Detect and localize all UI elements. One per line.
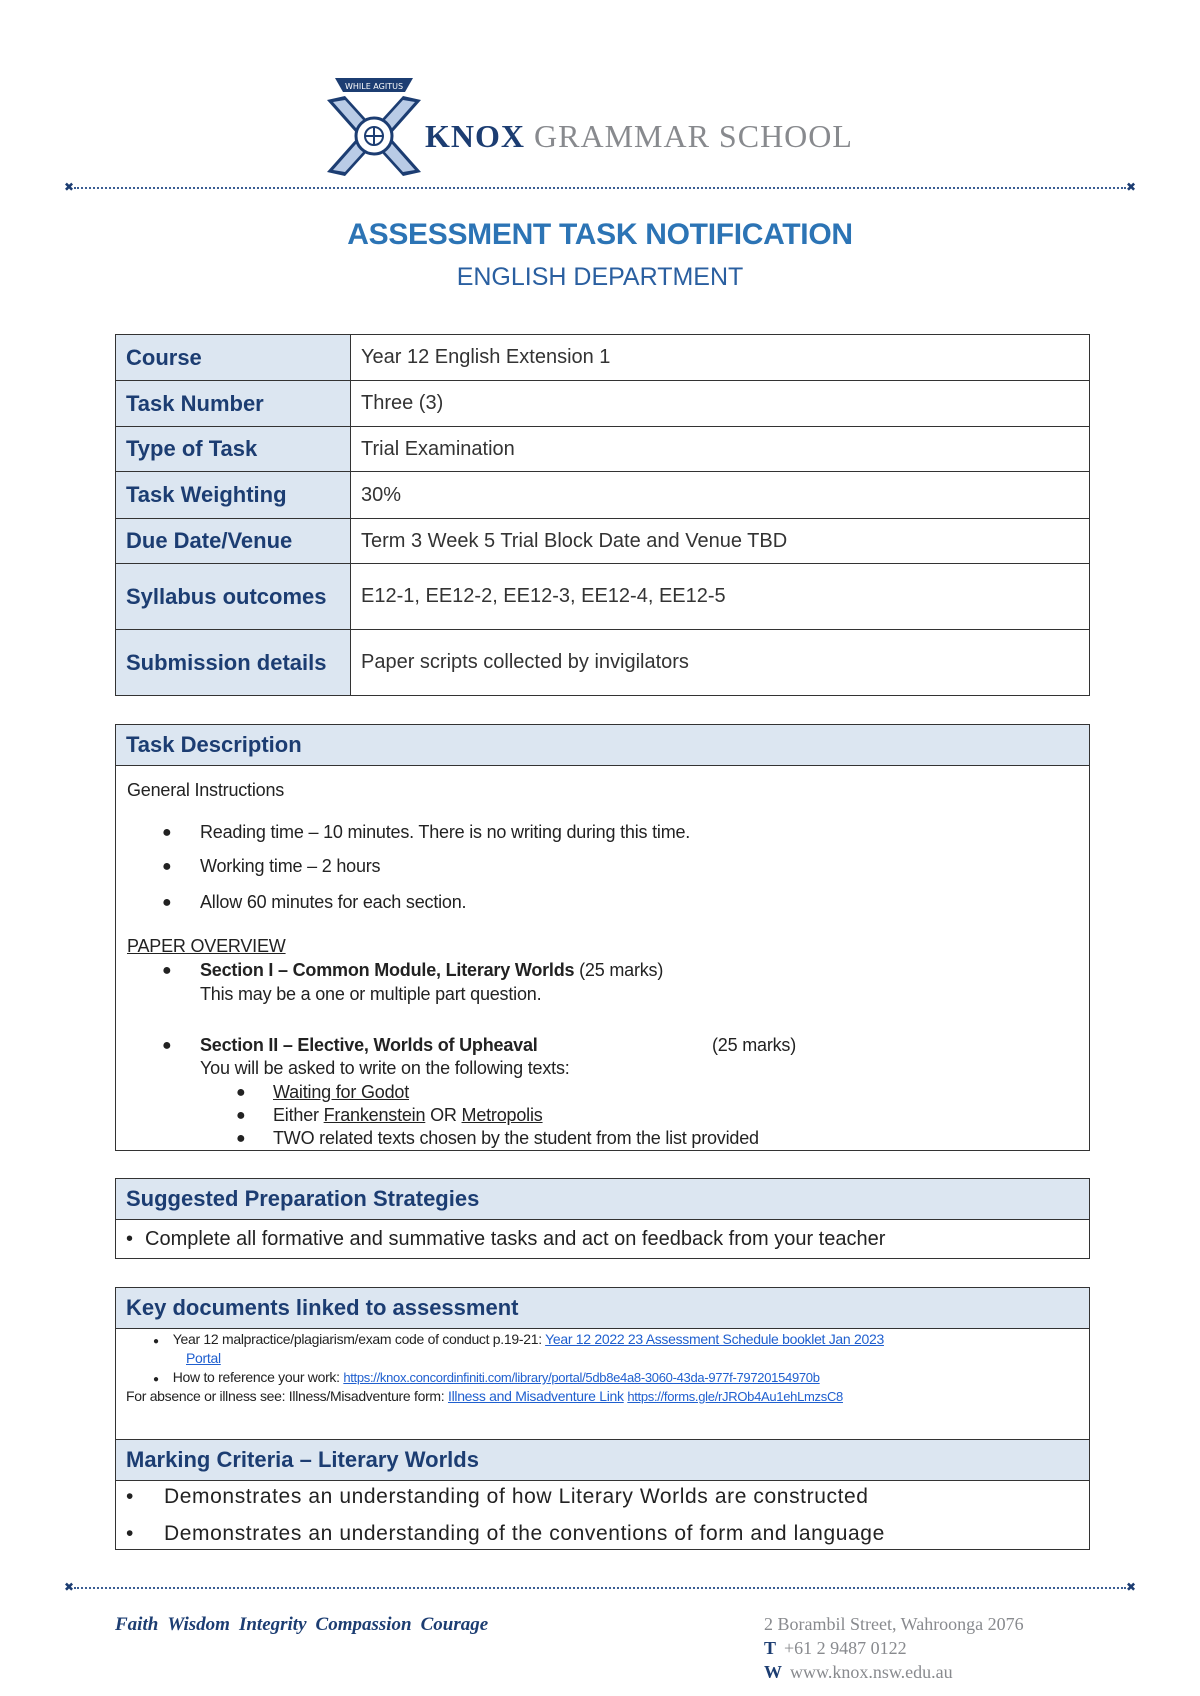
school-phone: T +61 2 9487 0122 (764, 1638, 907, 1658)
course-label: Course (116, 335, 351, 381)
misadventure-link[interactable]: Illness and Misadventure Link (447, 1388, 624, 1404)
school-logo (325, 70, 885, 180)
general-instructions-label: General Instructions (127, 780, 285, 800)
marking-criteria-heading: Marking Criteria – Literary Worlds (116, 1440, 1090, 1481)
school-name-bold: KNOX (425, 118, 525, 154)
assessment-schedule-link-portal[interactable]: Portal (186, 1350, 221, 1366)
task-description-box (115, 724, 1090, 1151)
top-divider: ✖ ✖ (64, 180, 1136, 194)
malpractice-line: ● Year 12 malpractice/plagiarism/exam code of conduct p.19-21: Year 12 2022 23 Assessment Schedule booklet Jan 2023 (153, 1331, 884, 1347)
school-website[interactable]: W www.knox.nsw.edu.au (764, 1662, 953, 1682)
paper-overview-heading: PAPER OVERVIEW (127, 936, 286, 956)
section-2-marks: (25 marks) (712, 1035, 797, 1055)
due-date-label: Due Date/Venue (116, 519, 351, 564)
referencing-portal-link[interactable]: https://knox.concordinfiniti.com/library/portal/5db8e4a8-3060-43da-977f-79720154970b (343, 1370, 820, 1385)
school-address: 2 Borambil Street, Wahroonga 2076 (764, 1614, 1024, 1634)
marking-criteria-body (116, 1481, 1089, 1549)
bullet-icon: ● (162, 894, 172, 911)
page-title: ASSESSMENT TASK NOTIFICATION (347, 218, 853, 251)
page-subtitle: ENGLISH DEPARTMENT (456, 263, 744, 291)
task-weighting-label: Task Weighting (116, 472, 351, 519)
key-documents-heading: Key documents linked to assessment (116, 1288, 1090, 1329)
misadventure-form-link[interactable]: https://forms.gle/rJROb4Au1ehLmzsC8 (627, 1389, 843, 1404)
table-row (116, 564, 1090, 630)
text-waiting-for-godot: Waiting for Godot (273, 1082, 409, 1102)
section-1-note: This may be a one or multiple part question. (200, 984, 542, 1004)
table-row (116, 472, 1090, 519)
bullet-icon: ● (162, 858, 172, 875)
school-values: Faith Wisdom Integrity Compassion Courage (115, 1614, 489, 1635)
bullet-icon: ● (162, 1037, 172, 1054)
bullet-icon: • (126, 1227, 134, 1250)
preparation-box (115, 1178, 1090, 1259)
section-1-marks: (25 marks) (579, 960, 664, 980)
instruction-working-time: Working time – 2 hours (200, 856, 381, 876)
bullet-icon: ● (236, 1130, 246, 1147)
task-type-label: Type of Task (116, 427, 351, 472)
assessment-schedule-link[interactable]: Year 12 2022 23 Assessment Schedule booklet Jan 2023 (545, 1331, 884, 1347)
preparation-item: • Complete all formative and summative tasks and act on feedback from your teacher (116, 1220, 1090, 1259)
section-1-title: Section I – Common Module, Literary Worlds (200, 960, 575, 980)
instruction-reading-time: Reading time – 10 minutes. There is no writing during this time. (200, 822, 691, 842)
bullet-icon: ● (162, 824, 172, 841)
table-row (116, 381, 1090, 427)
school-name (425, 118, 853, 155)
task-type-value: Trial Examination (351, 427, 1090, 472)
submission-details-label: Submission details (116, 630, 351, 696)
key-documents-box (115, 1287, 1090, 1550)
section-2-note: You will be asked to write on the following texts: (200, 1058, 570, 1078)
reference-line: ● How to reference your work: https://knox.concordinfiniti.com/library/portal/5db8e4a8-3060-43da-977f-79720154970b (153, 1369, 820, 1385)
syllabus-outcomes-label: Syllabus outcomes (116, 564, 351, 630)
text-frankenstein-or-metropolis: Either Frankenstein OR Metropolis (273, 1105, 543, 1125)
bullet-icon: ● (162, 962, 172, 979)
table-row (116, 519, 1090, 564)
preparation-heading: Suggested Preparation Strategies (116, 1179, 1090, 1220)
task-number-label: Task Number (116, 381, 351, 427)
bottom-divider: ✖ ✖ (64, 1580, 1136, 1594)
submission-details-value: Paper scripts collected by invigilators (351, 630, 1090, 696)
absence-line: For absence or illness see: Illness/Misadventure form: Illness and Misadventure Link https://forms.gle/rJROb4Au1ehLmzsC8 (126, 1388, 843, 1404)
table-row (116, 630, 1090, 696)
table-row (116, 335, 1090, 381)
task-info-table (115, 334, 1090, 696)
school-name-rest: GRAMMAR SCHOOL (534, 118, 853, 154)
task-description-heading: Task Description (116, 725, 1090, 766)
table-row (116, 427, 1090, 472)
task-weighting-value: 30% (351, 472, 1090, 519)
task-description-body (116, 766, 1089, 1150)
section-1-line (200, 960, 663, 981)
syllabus-outcomes-value: E12-1, EE12-2, EE12-3, EE12-4, EE12-5 (351, 564, 1090, 630)
key-documents-body (116, 1329, 1089, 1439)
bullet-icon: ● (236, 1084, 246, 1101)
criterion-item: • Demonstrates an understanding of how Literary Worlds are constructed (126, 1485, 869, 1508)
instruction-section-time: Allow 60 minutes for each section. (200, 892, 467, 912)
school-crest-icon (325, 70, 423, 180)
text-related-texts: TWO related texts chosen by the student from the list provided (273, 1128, 759, 1148)
course-value: Year 12 English Extension 1 (351, 335, 1090, 381)
logo-motto: WHILE AGITUS (344, 82, 404, 91)
task-number-value: Three (3) (351, 381, 1090, 427)
bullet-icon: ● (236, 1107, 246, 1124)
section-2-title: Section II – Elective, Worlds of Upheaval (200, 1035, 538, 1055)
criterion-item: • Demonstrates an understanding of the conventions of form and language (126, 1522, 885, 1545)
due-date-value: Term 3 Week 5 Trial Block Date and Venue TBD (351, 519, 1090, 564)
